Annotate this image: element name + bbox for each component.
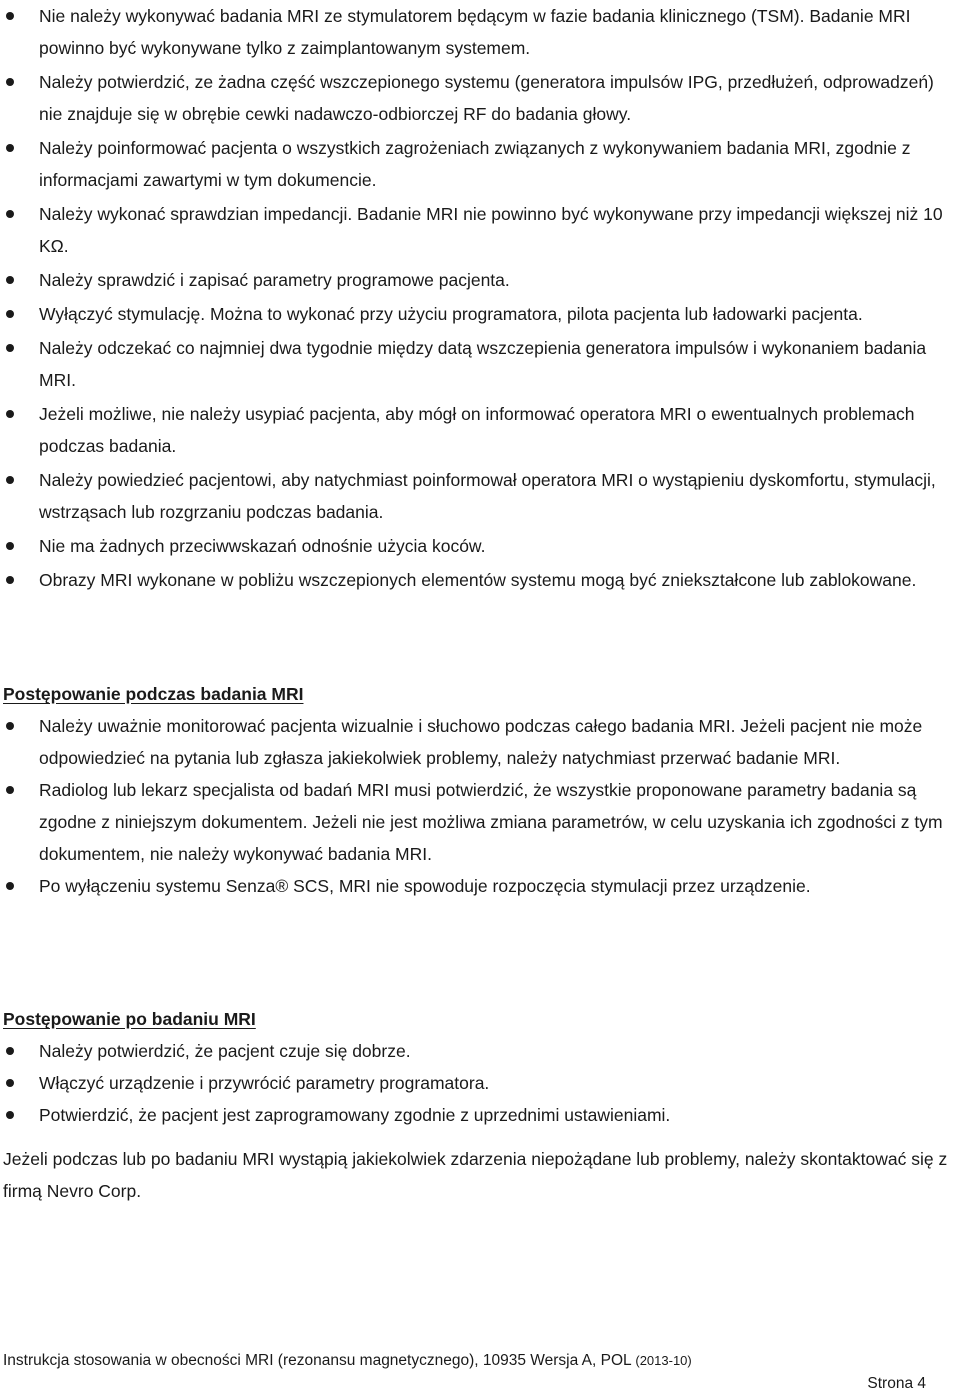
bullet-icon (6, 410, 14, 418)
bullet-icon (6, 542, 14, 550)
bullet-icon (6, 78, 14, 86)
section-during-block (0, 710, 960, 902)
section-title-during: Postępowanie podczas badania MRI (3, 684, 304, 704)
list-item-text: Radiolog lub lekarz specjalista od badań MRI musi potwierdzić, że wszystkie proponowane parametry badania są zgodne z niniejszym dokumentem. Jeżeli nie jest możliwa zmiana parametrów, w celu uzyskania ich zgodności z tym dokumentem, nie należy wykonywać badania MRI. (39, 780, 943, 864)
bullet-icon (6, 210, 14, 218)
list-item (0, 298, 960, 330)
list-item-text: Należy potwierdzić, ze żadna część wszczepionego systemu (generatora impulsów IPG, przedłużeń, odprowadzeń) nie znajduje się w obrębie cewki nadawczo-odbiorczej RF do badania głowy. (39, 72, 934, 124)
list-item (0, 710, 960, 774)
bullet-icon (6, 344, 14, 352)
bullet-icon (6, 1111, 14, 1119)
list-item-text: Należy odczekać co najmniej dwa tygodnie między datą wszczepienia generatora impulsów i wykonaniem badania MRI. (39, 338, 927, 390)
bullet-icon (6, 576, 14, 584)
list-item (0, 774, 960, 870)
list-item-text: Należy poinformować pacjenta o wszystkich zagrożeniach związanych z wykonywaniem badania MRI, zgodnie z informacjami zawartymi w tym dokumencie. (39, 138, 911, 190)
list-item-text: Wyłączyć stymulację. Można to wykonać przy użyciu programatora, pilota pacjenta lub ładowarki pacjenta. (39, 304, 863, 324)
list-item-text: Jeżeli możliwe, nie należy usypiać pacjenta, aby mógł on informować operatora MRI o ewentualnych problemach podczas badania. (39, 404, 915, 456)
list-item-text: Nie ma żadnych przeciwwskazań odnośnie użycia koców. (39, 536, 486, 556)
list-item (0, 1067, 960, 1099)
list-item-text: Potwierdzić, że pacjent jest zaprogramowany zgodnie z uprzednimi ustawieniami. (39, 1105, 671, 1125)
bullet-icon (6, 786, 14, 794)
list-item (0, 332, 960, 396)
list-item-text: Należy uważnie monitorować pacjenta wizualnie i słuchowo podczas całego badania MRI. Jeżeli pacjent nie może odpowiedzieć na pytania lub zgłasza jakiekolwiek problemy, należy natychmiast przerwać badanie MRI. (39, 716, 923, 768)
list-item-text: Nie należy wykonywać badania MRI ze stymulatorem będącym w fazie badania klinicznego (TSM). Badanie MRI powinno być wykonywane tylko z zaimplantowanym systemem. (39, 6, 911, 58)
bullet-icon (6, 276, 14, 284)
bullet-icon (6, 12, 14, 20)
list-item (0, 530, 960, 562)
list-item-text: Włączyć urządzenie i przywrócić parametry programatora. (39, 1073, 490, 1093)
list-item-text: Obrazy MRI wykonane w pobliżu wszczepionych elementów systemu mogą być zniekształcone lub zablokowane. (39, 570, 917, 590)
page-number: Strona 4 (867, 1375, 926, 1392)
bullet-icon (6, 722, 14, 730)
bullet-icon (6, 144, 14, 152)
bullet-icon (6, 1079, 14, 1087)
bullet-icon (6, 310, 14, 318)
section-title-after: Postępowanie po badaniu MRI (3, 1009, 256, 1029)
during-list (0, 710, 960, 902)
list-item-text: Należy wykonać sprawdzian impedancji. Badanie MRI nie powinno być wykonywane przy impedancji większej niż 10 KΩ. (39, 204, 943, 256)
list-item-text: Po wyłączeniu systemu Senza® SCS, MRI nie spowoduje rozpoczęcia stymulacji przez urządzenie. (39, 876, 811, 896)
list-item (0, 1099, 960, 1131)
list-item (0, 464, 960, 528)
section-after-block (0, 1035, 960, 1131)
list-item (0, 870, 960, 902)
precautions-list (0, 0, 960, 598)
list-item (0, 264, 960, 296)
footer-date: (2013-10) (635, 1353, 692, 1368)
list-item-text: Należy powiedzieć pacjentowi, aby natychmiast poinformował operatora MRI o wystąpieniu dyskomfortu, stymulacji, wstrząsach lub rozgrzaniu podczas badania. (39, 470, 936, 522)
list-item (0, 198, 960, 262)
list-item (0, 66, 960, 130)
list-item-text: Należy sprawdzić i zapisać parametry programowe pacjenta. (39, 270, 510, 290)
list-item-text: Należy potwierdzić, że pacjent czuje się dobrze. (39, 1041, 411, 1061)
list-item (0, 1035, 960, 1067)
list-item (0, 564, 960, 596)
list-item (0, 0, 960, 64)
after-list (0, 1035, 960, 1131)
bullet-icon (6, 1047, 14, 1055)
footer (3, 1350, 692, 1372)
closing-paragraph: Jeżeli podczas lub po badaniu MRI wystąpią jakiekolwiek zdarzenia niepożądane lub problemy, należy skontaktować się z firmą Nevro Corp. (3, 1149, 948, 1201)
list-item (0, 132, 960, 196)
list-item (0, 398, 960, 462)
footer-text: Instrukcja stosowania w obecności MRI (rezonansu magnetycznego), 10935 Wersja A, POL (3, 1352, 636, 1369)
bullet-icon (6, 882, 14, 890)
bullet-icon (6, 476, 14, 484)
